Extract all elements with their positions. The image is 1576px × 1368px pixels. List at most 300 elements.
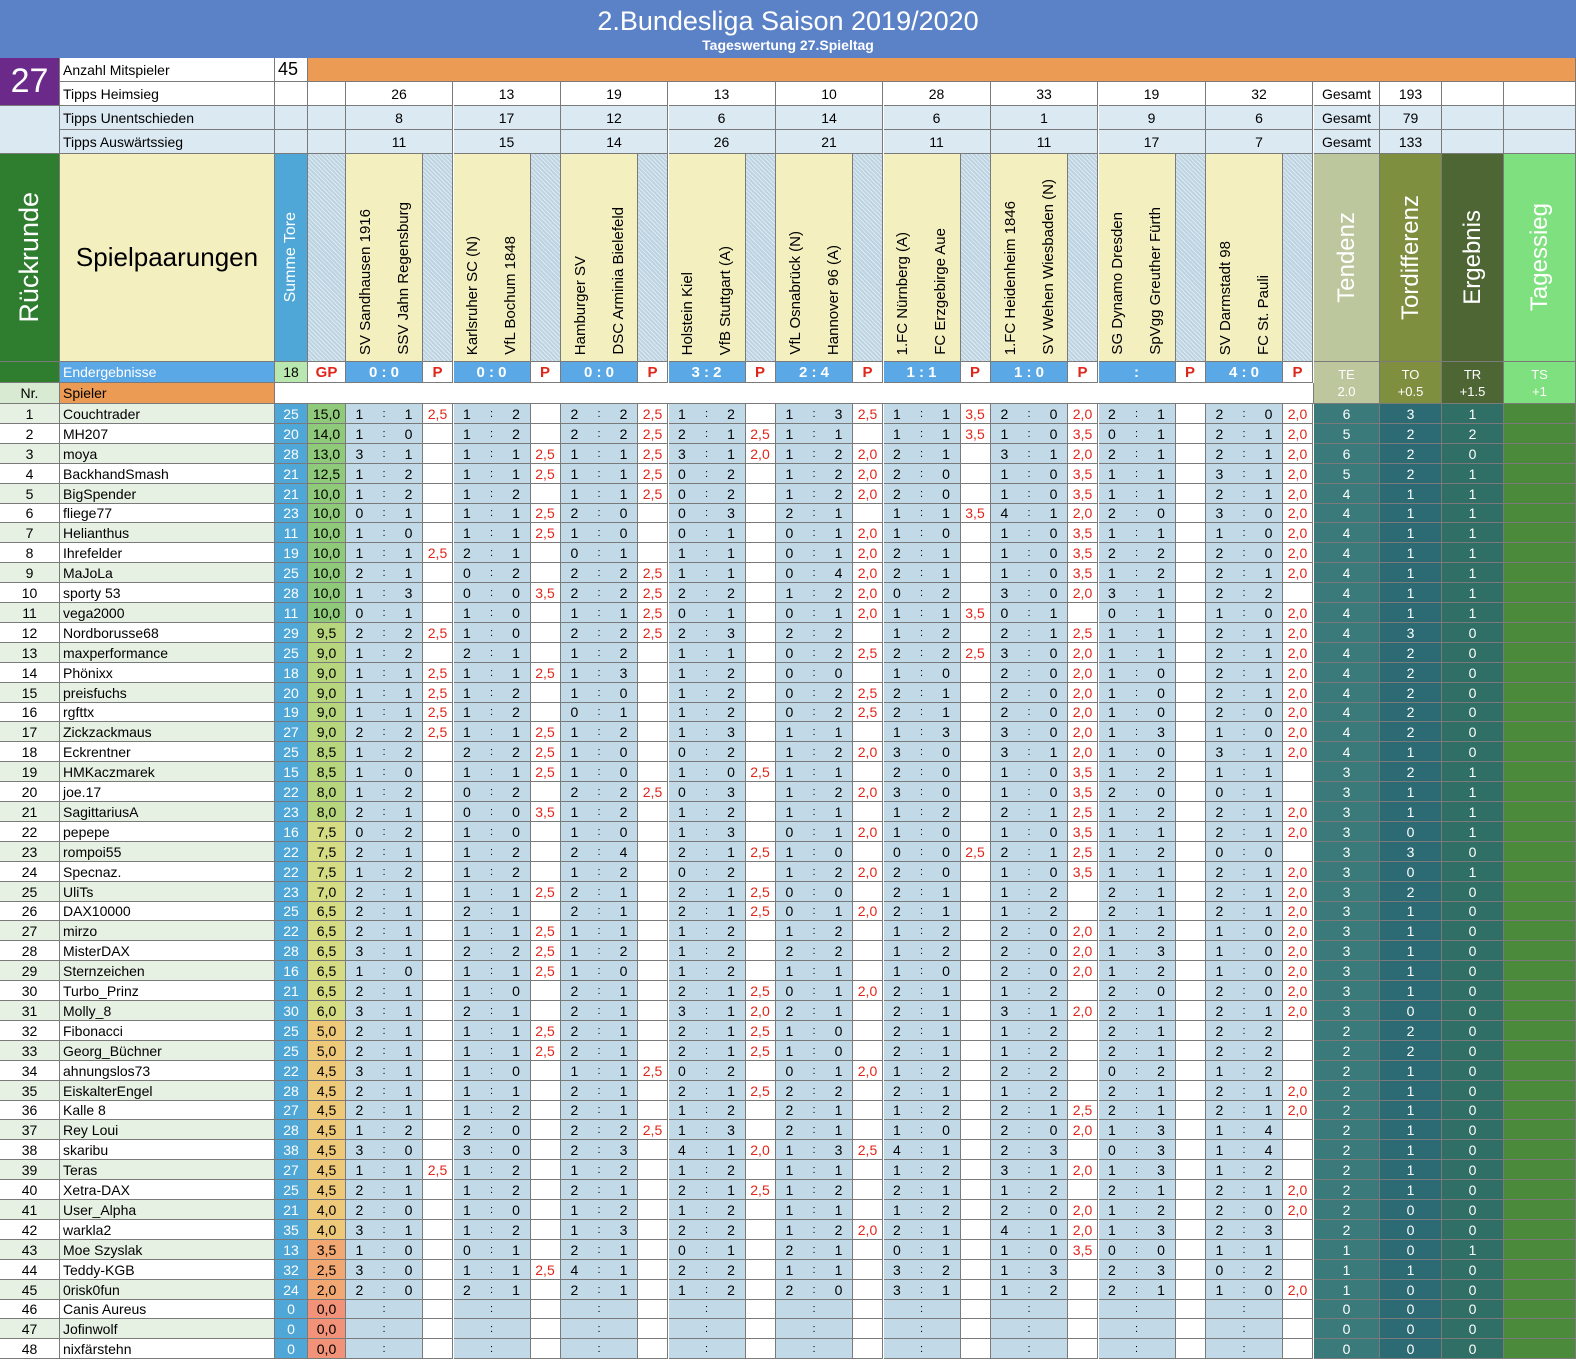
player-name: Helianthus	[60, 523, 275, 543]
tip-away: 1	[512, 883, 520, 900]
tip-home: 2	[1215, 1022, 1224, 1039]
tip-cell	[346, 902, 423, 921]
tip-away: 1	[1049, 445, 1058, 462]
tip-away: 1	[834, 524, 843, 541]
tip-cell	[884, 484, 961, 504]
tip-points	[531, 424, 561, 444]
tip-points	[1176, 802, 1206, 822]
player-number: 10	[0, 583, 60, 603]
te-value: 3	[1314, 882, 1380, 902]
tip-separator: :	[1027, 1283, 1031, 1296]
tip-away: 1	[619, 465, 628, 482]
tip-points	[531, 1319, 561, 1339]
tip-cell	[346, 1220, 423, 1240]
tip-points	[1283, 1160, 1313, 1180]
tip-home: 2	[1000, 704, 1009, 720]
tip-away: 0	[404, 962, 413, 979]
tip-away: 0	[512, 604, 520, 621]
player-number: 35	[0, 1081, 60, 1101]
tip-points	[961, 902, 991, 921]
tip-separator: :	[1242, 507, 1246, 519]
player-number: 21	[0, 802, 60, 822]
to-value: 2	[1380, 1041, 1442, 1061]
tip-home: 1	[1215, 723, 1224, 740]
tip-points	[1176, 464, 1206, 484]
tip-points: 2,0	[1283, 921, 1313, 941]
tip-cell	[884, 643, 961, 663]
tip-away: 0	[942, 863, 950, 880]
tip-home: 1	[1108, 942, 1116, 959]
tip-separator: :	[597, 1143, 601, 1156]
tip-cell	[991, 842, 1068, 862]
tip-separator: :	[1027, 765, 1031, 778]
tip-separator: :	[489, 1342, 494, 1355]
tip-points: 2,0	[1283, 722, 1313, 742]
tip-away: 2	[1264, 1042, 1273, 1059]
tip-separator: :	[919, 546, 924, 559]
tip-away: 2	[942, 1161, 950, 1178]
tip-separator: :	[812, 507, 816, 519]
tip-separator: :	[812, 586, 816, 599]
tip-cell	[346, 1319, 423, 1339]
tip-separator: :	[382, 944, 386, 957]
tip-cell	[991, 563, 1068, 583]
blank-cell	[0, 106, 60, 154]
player-number: 7	[0, 523, 60, 543]
tip-points	[423, 563, 453, 583]
tip-home: 3	[1215, 743, 1224, 760]
blank-cell	[275, 82, 308, 106]
tip-home: 3	[355, 1002, 364, 1019]
tip-separator: :	[1027, 1104, 1031, 1116]
tip-separator: :	[382, 1263, 386, 1276]
tip-separator: :	[1134, 1183, 1139, 1196]
te-value: 3	[1314, 1001, 1380, 1021]
tip-cell	[776, 1160, 853, 1180]
tip-home: 1	[1000, 1241, 1009, 1258]
te-value: 2	[1314, 1180, 1380, 1200]
ts-value	[1504, 444, 1576, 464]
tip-away: 2	[727, 1161, 735, 1178]
tip-points	[638, 504, 668, 523]
blank-cell	[1442, 106, 1504, 130]
te-value: 3	[1314, 902, 1380, 921]
tip-separator: :	[382, 686, 386, 699]
tip-cell	[561, 981, 638, 1001]
tip-home: 1	[463, 723, 471, 740]
gp-value: 6,0	[308, 1001, 346, 1021]
tip-cell	[991, 722, 1068, 742]
player-number: 42	[0, 1220, 60, 1240]
tip-home: 1	[893, 425, 901, 442]
tip-cell	[669, 444, 746, 464]
tip-separator: :	[1134, 765, 1139, 778]
tip-away: 2	[619, 624, 628, 641]
tr-value: 0	[1442, 961, 1504, 981]
tip-cell	[776, 842, 853, 862]
tip-cell	[1206, 882, 1283, 902]
tip-points: 2,5	[638, 404, 668, 424]
tip-points	[853, 1300, 883, 1319]
tip-home: 1	[1108, 962, 1116, 979]
tip-away: 0	[942, 843, 950, 860]
tip-home: 0	[1215, 1261, 1224, 1278]
tip-home: 1	[1215, 604, 1224, 621]
tip-points: 3,5	[1068, 484, 1098, 504]
tip-cell	[669, 523, 746, 543]
tip-cell	[561, 484, 638, 504]
player-name: Specnaz.	[60, 862, 275, 882]
tip-cell	[1099, 862, 1176, 882]
tip-home: 2	[1215, 1181, 1224, 1198]
tip-home: 1	[355, 425, 364, 442]
tip-points: 2,5	[531, 523, 561, 543]
tip-points: 2,0	[746, 444, 776, 464]
tip-points	[638, 1260, 668, 1280]
tip-points: 2,0	[1283, 961, 1313, 981]
player-number: 38	[0, 1140, 60, 1160]
tip-cell	[884, 1220, 961, 1240]
tip-points: 2,0	[1068, 703, 1098, 722]
tip-away: 0	[404, 1281, 413, 1298]
tip-cell	[1099, 504, 1176, 523]
tordifferenz-text: Tordifferenz	[1396, 195, 1424, 320]
tip-home: 0	[1108, 1141, 1116, 1158]
tip-points: 2,0	[1068, 1160, 1098, 1180]
player-name: User_Alpha	[60, 1200, 275, 1220]
match-header	[1206, 154, 1283, 362]
tip-home: 2	[355, 1201, 364, 1218]
tip-separator: :	[1242, 1203, 1246, 1216]
tip-cell	[1206, 921, 1283, 941]
tip-home: 1	[785, 863, 794, 880]
tip-home: 3	[1215, 505, 1224, 521]
tip-away: 0	[1049, 942, 1058, 959]
home-team: Hamburger SV	[571, 255, 589, 355]
tip-home: 3	[463, 1141, 471, 1158]
matchday-number: 27	[0, 58, 60, 106]
tip-separator: :	[382, 546, 386, 559]
hatch-column	[423, 154, 453, 362]
match-result: 0 : 0	[346, 362, 423, 383]
tip-separator: :	[704, 845, 709, 858]
tip-separator: :	[597, 1123, 601, 1136]
tip-away: 1	[1264, 1102, 1273, 1118]
tip-cell	[669, 583, 746, 603]
tip-points	[423, 1041, 453, 1061]
ts-points: +1	[1532, 383, 1547, 399]
tip-home: 1	[678, 942, 686, 959]
tip-separator: :	[1242, 1283, 1246, 1296]
tip-cell	[669, 822, 746, 842]
tip-home: 2	[355, 1181, 364, 1198]
tip-separator: :	[1242, 467, 1246, 480]
tip-points	[531, 1280, 561, 1300]
tip-away: 2	[1049, 1181, 1058, 1198]
tip-away: 1	[1157, 823, 1165, 840]
hatch-column	[1283, 154, 1313, 362]
blank-cell	[275, 130, 308, 154]
blank-cell	[1504, 106, 1576, 130]
tip-cell	[1206, 1300, 1283, 1319]
tip-cell	[454, 981, 531, 1001]
ts-value	[1504, 563, 1576, 583]
tip-points: 2,5	[853, 1140, 883, 1160]
tip-away: 1	[1264, 903, 1273, 919]
tip-cell	[669, 543, 746, 563]
tip-cell	[1099, 424, 1176, 444]
tip-cell	[346, 1001, 423, 1021]
tip-home: 2	[355, 723, 364, 740]
ergebnis-header	[1442, 154, 1504, 362]
tip-home: 1	[1108, 1161, 1116, 1178]
tip-points	[961, 444, 991, 464]
player-number: 23	[0, 842, 60, 862]
tip-separator: :	[919, 865, 924, 878]
tip-separator: :	[812, 1263, 816, 1276]
tip-points	[1176, 1081, 1206, 1101]
ts-value	[1504, 1001, 1576, 1021]
tip-away: 0	[942, 465, 950, 482]
tip-count: 9	[1099, 106, 1206, 130]
to-value: 1	[1380, 902, 1442, 921]
tip-cell	[991, 862, 1068, 882]
te-value: 4	[1314, 742, 1380, 762]
tip-home: 1	[1000, 982, 1009, 999]
tip-cell	[884, 882, 961, 902]
tip-count: 14	[561, 130, 668, 154]
tip-points	[961, 1260, 991, 1280]
tip-cell	[991, 623, 1068, 643]
tip-separator: :	[919, 825, 924, 838]
tip-separator: :	[1242, 905, 1246, 917]
tip-separator: :	[597, 1303, 601, 1315]
tip-cell	[1206, 1120, 1283, 1140]
tip-separator: :	[919, 566, 924, 579]
tip-home: 2	[678, 624, 686, 641]
player-number: 9	[0, 563, 60, 583]
tip-separator: :	[382, 845, 386, 858]
tip-separator: :	[382, 964, 386, 977]
to-value: 0	[1380, 1220, 1442, 1240]
tip-points	[1176, 563, 1206, 583]
tip-home: 2	[355, 883, 364, 900]
tip-cell	[991, 1120, 1068, 1140]
tip-away: 4	[1264, 1121, 1273, 1138]
tip-points: 2,5	[638, 603, 668, 623]
tip-away: 1	[619, 1042, 628, 1059]
tip-home: 1	[570, 465, 579, 482]
tip-points	[423, 1280, 453, 1300]
tip-cell	[1206, 563, 1283, 583]
tip-separator: :	[1027, 865, 1031, 878]
tip-home: 1	[355, 544, 364, 561]
player-name: ahnungslos73	[60, 1061, 275, 1081]
tr-value: 1	[1442, 523, 1504, 543]
tip-points: 2,0	[853, 563, 883, 583]
gp-value: 7,0	[308, 882, 346, 902]
tip-separator: :	[1027, 1044, 1031, 1057]
tip-cell	[991, 782, 1068, 802]
tip-separator: :	[597, 706, 601, 718]
tip-cell	[561, 1319, 638, 1339]
tip-away: 1	[727, 982, 735, 999]
tip-points	[746, 563, 776, 583]
tip-cell	[669, 1339, 746, 1359]
tip-cell	[561, 683, 638, 703]
tip-away: 1	[512, 1241, 520, 1258]
players-label: Anzahl Mitspieler	[60, 58, 275, 82]
tip-separator: :	[1134, 805, 1139, 818]
tip-separator: :	[597, 1322, 601, 1335]
tip-points	[961, 543, 991, 563]
tip-away: 2	[1157, 564, 1165, 581]
tip-separator: :	[919, 487, 924, 500]
tip-points: 3,5	[1068, 822, 1098, 842]
tip-away: 2	[1157, 962, 1165, 979]
tagessieg-header	[1504, 154, 1576, 362]
tip-separator: :	[919, 924, 924, 937]
hatch-column	[1068, 154, 1098, 362]
tip-separator: :	[704, 1342, 709, 1355]
tip-separator: :	[1027, 606, 1031, 619]
tip-cell	[991, 1220, 1068, 1240]
tip-cell	[776, 722, 853, 742]
tip-away: 2	[1264, 584, 1273, 601]
tip-count: 8	[346, 106, 453, 130]
tip-points	[961, 1001, 991, 1021]
tip-cell	[991, 1300, 1068, 1319]
tip-home: 2	[1000, 1201, 1009, 1218]
gp-value: 4,0	[308, 1200, 346, 1220]
tip-points	[638, 703, 668, 722]
tip-points: 2,0	[853, 902, 883, 921]
tip-cell	[1206, 1041, 1283, 1061]
tip-home: 2	[893, 544, 901, 561]
tip-points	[1176, 902, 1206, 921]
tip-points: 2,0	[1068, 504, 1098, 523]
te-value: 3	[1314, 802, 1380, 822]
tip-points	[638, 663, 668, 683]
ts-value	[1504, 504, 1576, 523]
ts-value	[1504, 921, 1576, 941]
tip-cell	[561, 722, 638, 742]
tip-home: 2	[1215, 644, 1224, 661]
tip-away: 0	[404, 1201, 413, 1218]
tip-home: 2	[893, 763, 901, 780]
tip-separator: :	[1027, 546, 1031, 559]
tip-cell	[1206, 444, 1283, 464]
tip-home: 1	[785, 1181, 794, 1198]
tip-away: 1	[619, 1082, 628, 1099]
tr-value: 0	[1442, 981, 1504, 1001]
tip-away: 3	[1049, 1141, 1058, 1158]
tip-cell	[776, 1180, 853, 1200]
tip-cell	[776, 1260, 853, 1280]
tip-cell	[454, 961, 531, 981]
tr-value: 0	[1442, 703, 1504, 722]
tip-separator: :	[489, 924, 494, 937]
tip-separator: :	[704, 487, 709, 500]
te-value: 4	[1314, 603, 1380, 623]
tip-cell	[884, 1140, 961, 1160]
tip-separator: :	[1134, 706, 1139, 718]
tip-home: 2	[570, 564, 579, 581]
tip-points	[1068, 882, 1098, 902]
tip-separator: :	[382, 626, 386, 639]
tip-cell	[454, 1200, 531, 1220]
tip-away: 1	[942, 1022, 950, 1039]
tip-home: 1	[1000, 465, 1009, 482]
tip-separator: :	[812, 1223, 816, 1236]
tip-points: 2,5	[961, 842, 991, 862]
tip-points: 2,0	[1283, 504, 1313, 523]
tip-away: 2	[1264, 1161, 1273, 1178]
tip-cell	[884, 802, 961, 822]
tip-home: 1	[463, 524, 471, 541]
tip-home: 0	[893, 1241, 901, 1258]
tip-points: 2,0	[1068, 683, 1098, 703]
tip-separator: :	[704, 725, 709, 738]
player-name: pepepe	[60, 822, 275, 842]
tip-separator: :	[1242, 1004, 1246, 1017]
tip-separator: :	[489, 447, 494, 460]
tr-value: 0	[1442, 1200, 1504, 1220]
tip-home: 1	[1000, 1261, 1009, 1278]
tip-away: 0	[1049, 684, 1058, 701]
tip-points: 2,0	[1068, 742, 1098, 762]
tip-home: 1	[893, 1201, 901, 1218]
tip-cell	[991, 703, 1068, 722]
tip-separator: :	[1242, 1163, 1246, 1176]
tip-cell	[561, 1260, 638, 1280]
tip-cell	[346, 543, 423, 563]
tip-separator: :	[1134, 1143, 1139, 1156]
hatch-column	[961, 154, 991, 362]
tip-separator: :	[812, 706, 816, 718]
ts-value	[1504, 1061, 1576, 1081]
tip-separator: :	[704, 805, 709, 818]
player-number: 31	[0, 1001, 60, 1021]
tip-points: 2,5	[531, 722, 561, 742]
tip-cell	[776, 1280, 853, 1300]
tip-separator: :	[382, 706, 386, 718]
player-name: Molly_8	[60, 1001, 275, 1021]
te-value: 4	[1314, 543, 1380, 563]
tip-separator: :	[489, 1143, 494, 1156]
tip-points: 2,5	[1068, 802, 1098, 822]
tip-away: 2	[727, 1102, 735, 1118]
tip-points	[531, 1180, 561, 1200]
tip-separator: :	[812, 1322, 816, 1335]
tip-away: 1	[404, 664, 413, 681]
tip-points: 2,5	[853, 643, 883, 663]
tip-separator: :	[1242, 546, 1246, 559]
tip-separator: :	[1242, 1303, 1246, 1315]
tip-cell	[669, 1220, 746, 1240]
player-name: Sternzeichen	[60, 961, 275, 981]
tip-away: 0	[1157, 704, 1165, 720]
tip-cell	[669, 424, 746, 444]
tip-home: 0	[785, 544, 794, 561]
tip-cell	[1099, 1140, 1176, 1160]
tip-points	[853, 663, 883, 683]
tip-separator: :	[489, 1303, 494, 1315]
tip-away: 2	[619, 564, 628, 581]
tip-home: 1	[1108, 803, 1116, 820]
goals-sum: 24	[275, 1280, 308, 1300]
tip-cell	[669, 1300, 746, 1319]
